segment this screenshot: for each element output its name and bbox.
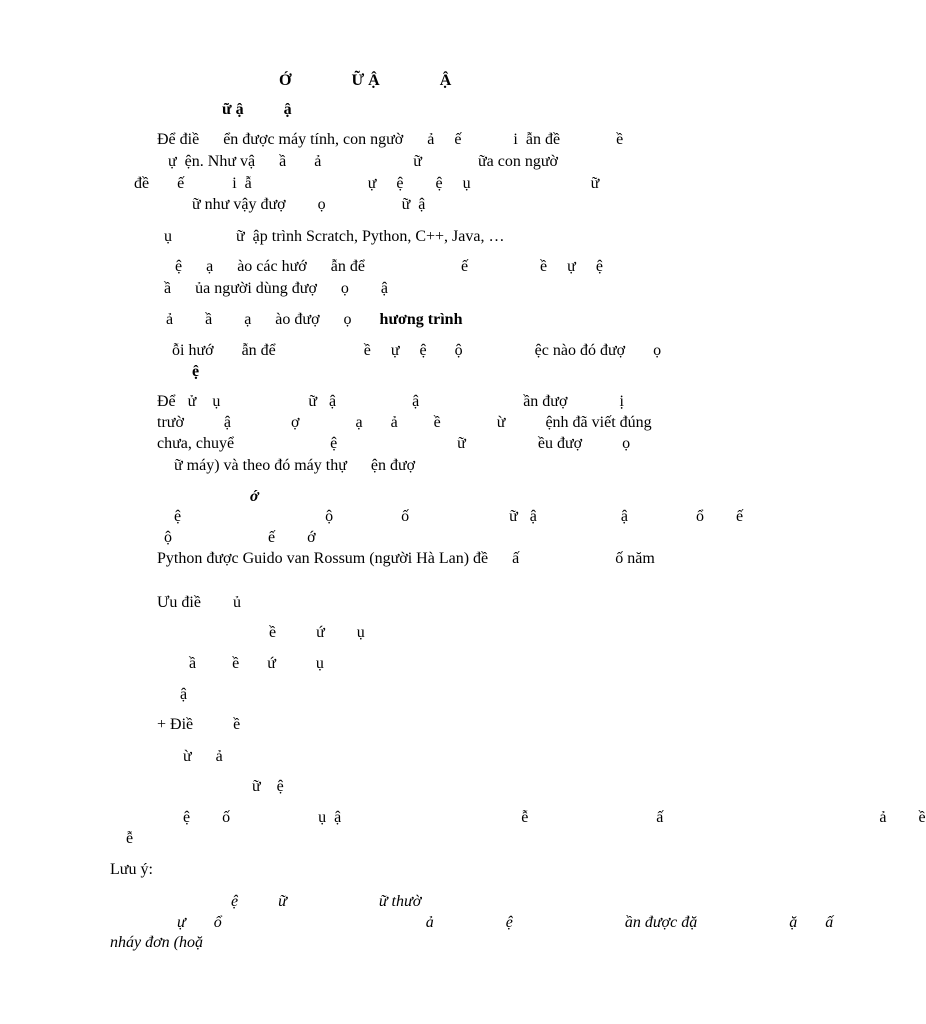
paragraph-4-text: ả ầ ạ ào đượ ọ	[166, 311, 352, 328]
list-item: ữ ệ	[252, 778, 284, 795]
list-item: + Điề ề	[157, 716, 241, 733]
paragraph-4	[166, 309, 462, 331]
paragraph-3-line-1: ệ ạ ào các hướ ẫn để ế ề ự ệ	[175, 258, 603, 275]
program-term: hương trình	[379, 311, 463, 328]
paragraph-8-line-2: ộ ế ớ	[164, 529, 316, 546]
paragraph-8-line-1: ệ ộ ố ữ ậ ậ ổ ế	[174, 508, 744, 525]
paragraph-6-line-1: Để ử ụ ữ ậ ậ ần đượ ị	[157, 393, 624, 410]
paragraph-6-line-2: trườ ậ ợ ạ ả ề ừ ệnh đã viết đúng	[157, 414, 652, 431]
list-item: ề ứ ụ	[269, 624, 365, 641]
paragraph-5-line-2: ệ	[192, 363, 200, 380]
paragraph-9-line-1: ệ ố ụ ậ ễ ấ ả ề	[183, 809, 926, 826]
section-subtitle: ữ ậ ậ	[222, 101, 292, 118]
paragraph-6-line-3: chưa, chuyể ệ ữ ều đượ ọ	[157, 435, 631, 452]
note-line-1: ệ ữ ữ thườ	[231, 893, 422, 910]
paragraph-9-line-2: ễ	[126, 830, 134, 847]
list-item: ừ ả	[183, 748, 223, 765]
note-line-3: nháy đơn (hoặ	[110, 934, 203, 951]
section-heading: ớ	[250, 488, 259, 505]
paragraph-5-line-1: ỗi hướ ẫn để ề ự ệ ộ ệc nào đó đượ ọ	[172, 342, 662, 359]
paragraph-8-line-3: Python được Guido van Rossum (người Hà Lan) đề ấ ố năm	[157, 550, 655, 567]
list-item: ầ ề ứ ụ	[189, 655, 324, 672]
paragraph-1-line-2: ự ện. Như vậ ầ ả ữ ữa con ngườ	[168, 153, 558, 170]
document-title: Ớ Ữ Ậ Ậ	[279, 72, 452, 89]
paragraph-3-line-2: ầ ủa người dùng đượ ọ ậ	[164, 280, 389, 297]
paragraph-1-line-4: ữ như vậy đượ ọ ữ ậ	[192, 196, 426, 213]
paragraph-1-line-3: đề ế i ẫ ự ệ ệ ụ ữ	[134, 175, 600, 192]
note-label: Lưu ý:	[110, 861, 153, 878]
advantages-heading: Ưu điề ủ	[157, 594, 241, 611]
paragraph-2: ụ ữ ập trình Scratch, Python, C++, Java, …	[164, 228, 505, 245]
note-line-2: ự ổ ả ệ ần được đặ ặ ấ	[177, 914, 834, 931]
paragraph-1-line-1: Để điề ển được máy tính, con ngườ ả ế i ẫn đề ề	[157, 131, 624, 148]
list-item: ậ	[180, 686, 188, 703]
paragraph-6-line-4: ữ máy) và theo đó máy thự ện đượ	[174, 457, 416, 474]
